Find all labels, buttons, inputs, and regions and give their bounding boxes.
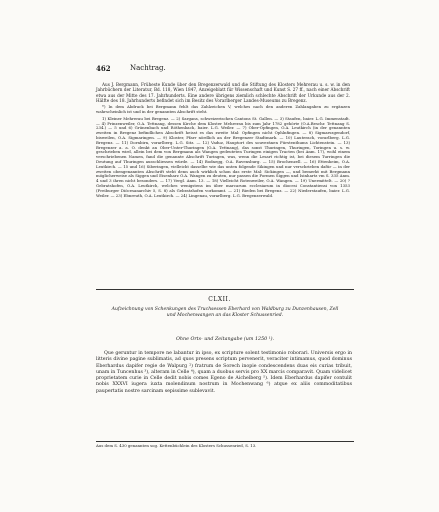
document-body <box>96 351 352 395</box>
document-dateline: Ohne Orts- und Zeitangabe (um 1250 ¹). <box>175 337 275 342</box>
footnote-divider <box>96 441 354 442</box>
page-header <box>96 64 356 76</box>
section-divider <box>96 289 354 290</box>
running-title: Nachtrag. <box>130 64 166 72</box>
document-heading: Aufzeichnung von Schenkungen des Truchsessen Eberhard von Waldburg zu Dunzenhausen, Zell und Mochenwangen an das Kloster Schussenried. <box>111 307 339 318</box>
source-footnote: Aus dem S. 430 genannten sog. Kettenbüchlein des Klosters Schussenried, S. 13. <box>96 443 257 448</box>
document-number: CLXII. <box>208 296 231 303</box>
page-number: 462 <box>96 64 111 73</box>
numbered-footnotes: 1) Kleiner Mehrerau bei Bregenz. — 2) Sargans, schweizerischen Cantons St. Gallen. — 3) Staufen, baier. L.G. Immenstadt. — 4) Prinzenweiler, O.A. Tettnang, dessen Kirche dem Kloster Mehrerau bis zum Jahr 1782 gehörte (O.A.Beschr. Tettnang S. 234.) — 5 und 6) Grünenbach und Röthenbach, baier. L.G. Weiler. — 7) Ober-Opfingen, O.A. Leutkirch (in der genannten zweiten in Bregenz befindlichen Abschrift heisst es das zweite Mal: Opfingen nicht Ophlnfingen. — 8) Sigmarszgendorf, bisweilen, O.A. Sigmaringen. — 9) Kloster, Pfarr nördlich an der Bregenzer Stadtmark. — 10) Lauterach, vorarlberg. L.G. Bregenz. — 11) Dornbirn, vorarlberg. L.G. Sitz. — 12) Vaduz, Hauptort des souveränen Fürstenthums Lichtenstein. — 13) Bregenzer a. a. O. denkt an Ober-Unter-Thuringen (O.A. Tettnang), das sonst Thuringen, Thuringen, Toringen u. s. w. geschrieben wird, allein bei dem von Bergmann als Wangen gedeuteten Turingen einigen Tracten (bei Anm. 17), wohl einem verschriebenen Namen, fand die genannte Abschrift Turingen, was, wenn die Lesart richtig ist, bei diesem Turringen die Deutung auf Thuringen ausschliessen würde. — 14) Bodnegg, O.A. Ravensburg. — 15) Brochenzell. — 16) Ettenheim, O.A. Leutkirch. — 15 und 16) Siberingen, vielleicht dasselbe wie das unten folgende Sikingen und nur verschrieben dafür — in der zweiten obengenannten Abschrift steht denn auch wirklich schon das erste Mal: Sickingen —, und bemerkt mit Bergmann möglicherweise als Siggen und Eisenharz O.A. Wangen zu deuten, nur passen die Formen Siggen und Isinhartz vm S. 335 Anm. 4 und 3 ihren nicht besonders. — 17) Vergl. Anm. 13. — 18) Vielleicht Rotenweiler, O.A. Wangen. — 19) Unermittelt. — 20) ? Gebratshofen, O.A. Leutkirch, welches wenigstens im über marcarum ecclesiarum in diocesi Constantiensi von 1353 (Freiburger Diöcesanarchiv 5, S. 8) als Gebratzhofen vorkommt. — 21) Rieden bei Bregenz. — 22) Niederstaufen, baier. L.G. Weiler. — 23) Ebnreuth, O.A. Leutkirch. — 24) Lingenau, vorarlberg. L.G. Bregenzerwald. <box>96 115 350 198</box>
star-footnote: *) In dem Abdruck bei Bergmann fehlt das Zahlzeichen V, welches nach den anderen Zahlangaben zu ergänzen wahrscheinlich ist und in der genannten Abschrift steht. <box>96 104 350 114</box>
source-intro: Aus J. Bergmann, Früheste Kunde über den Bregenzerwald und die Stiftung des Klosters Mehrerau u. s. w. in den Jahrbüchern der Literatur, Bd. 118, Wien 1847, Anzeigeblatt für Wissenschaft und Kunst S. 27 ff., nach einer Abschrift etwa aus der Mitte des 17. Jahrhunderts. Eine andere übrigens ziemlich schlechte Abschrift der Urkunde aus der 2. Hälfte des 18. Jahrhunderts befindet sich im Besitz des Vorarlberger Landes-Museums zu Bregenz. <box>96 82 350 103</box>
footnotes-block <box>96 82 350 200</box>
body-paragraph: Que geruntur in tempore ne labantur in ipso, ex scripture solent testimonio roborari. Universis ergo in litteris divine pagine sublimatis, ad quos presens scriptum pervenerit, veraciter intimamus, quod dominus Eberhardus dapifer regie de Walpurg ²) fratrum de Sorech inopie condescendens duas eis curias tribuit, unam in Tuncenhus ³), alteram in Celle ⁴), quam a duobus servis pro XX marcis comparavit. Quam videlicet proprietatem curie in Celle dedit nobis comes Egeno de Aichelberg ⁵). Idem Eberhardus dapifer contulit nobis XXXVI iugera iuxta molendinum nostrum in Mochenwang ⁶) atque ex aliis commoditatibus paupertatis nostre sarcinam sepissime sublevavit. <box>96 351 352 394</box>
